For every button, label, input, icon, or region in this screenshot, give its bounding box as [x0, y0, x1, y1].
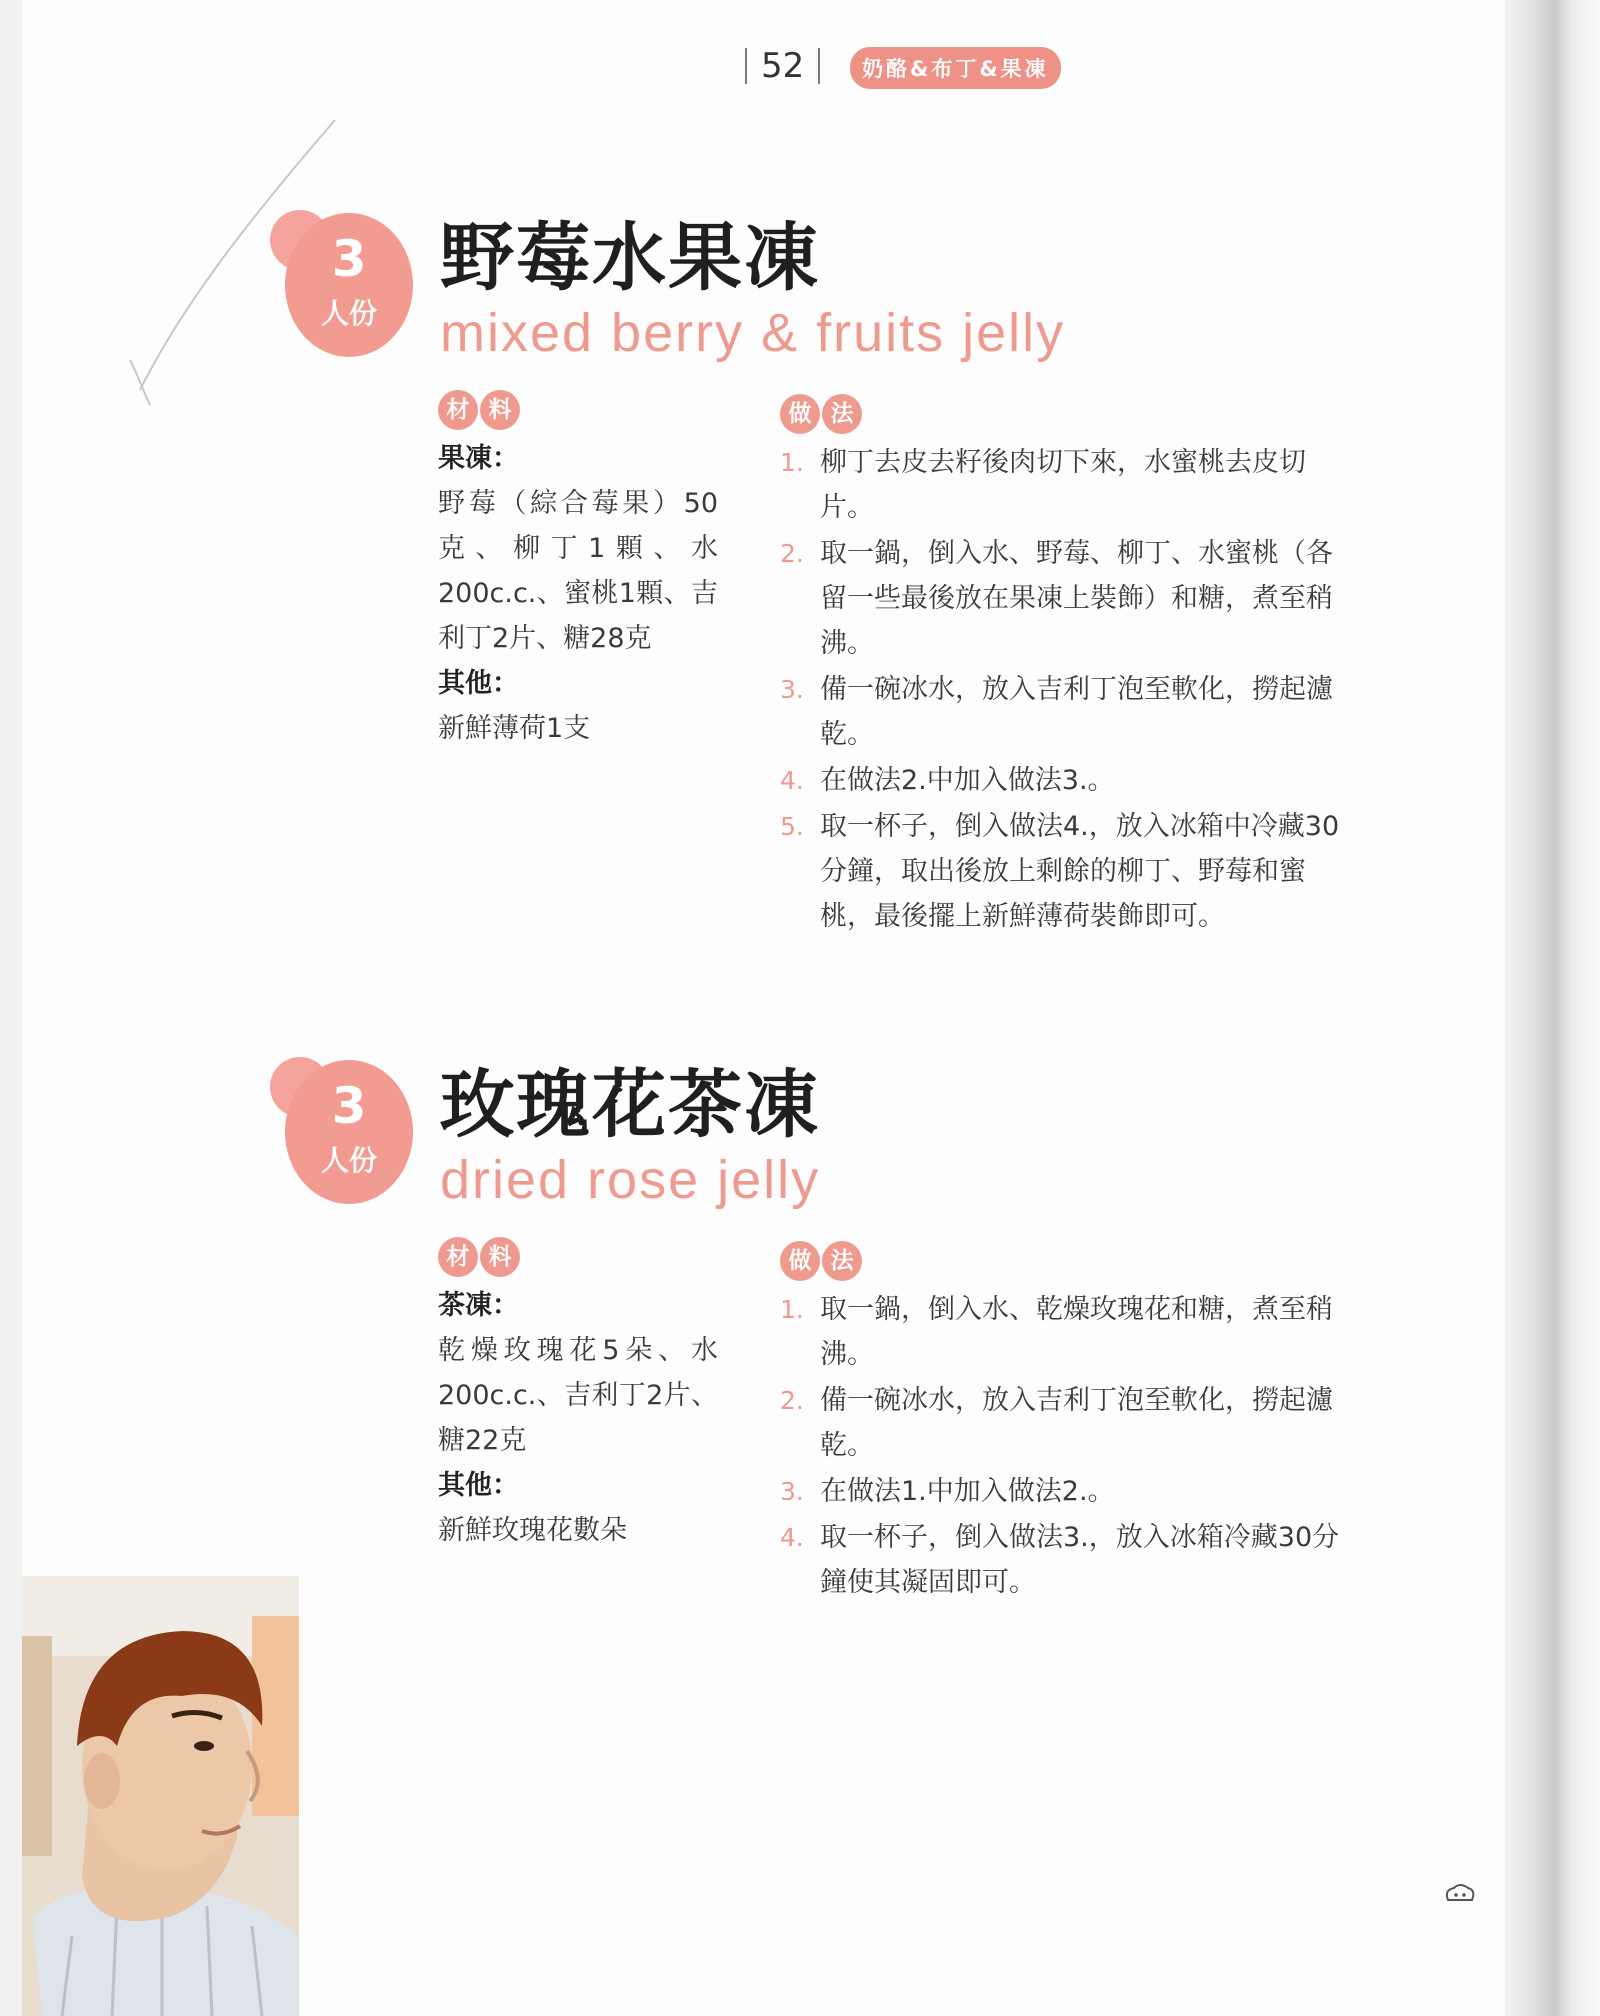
step-text: 取一鍋，倒入水、野莓、柳丁、水蜜桃（各留一些最後放在果凍上裝飾）和糖，煮至稍沸。 — [820, 538, 1333, 659]
divider — [818, 48, 820, 84]
recipe-title-zh: 玫瑰花茶凍 — [440, 1062, 820, 1148]
servings-badge — [270, 1055, 420, 1205]
ingredient-group-heading: 果凍： — [438, 443, 519, 474]
method-steps — [780, 1287, 1340, 1606]
step-text: 在做法2.中加入做法3.。 — [820, 765, 1115, 796]
recipe-title-en: dried rose jelly — [440, 1150, 821, 1210]
step-number: 2. — [780, 539, 804, 568]
method-step — [780, 1469, 1340, 1514]
page-number: 52 — [761, 46, 805, 86]
ingredients-label: 材 料 — [438, 390, 520, 430]
page-header — [745, 44, 820, 88]
step-text: 取一杯子，倒入做法4.，放入冰箱中冷藏30分鐘，取出後放上剩餘的柳丁、野莓和蜜桃，最後擺上新鮮薄荷裝飾即可。 — [820, 811, 1340, 932]
step-number: 4. — [780, 766, 804, 795]
step-number: 2. — [780, 1386, 804, 1415]
step-number: 4. — [780, 1523, 804, 1552]
ingredient-group-text: 新鮮玫瑰花數朵 — [438, 1515, 627, 1546]
step-text: 在做法1.中加入做法2.。 — [820, 1476, 1115, 1507]
chef-portrait-photo — [22, 1576, 299, 2016]
step-text: 柳丁去皮去籽後肉切下來，水蜜桃去皮切片。 — [820, 447, 1306, 523]
method-step — [780, 440, 1340, 530]
method-step — [780, 758, 1340, 803]
step-text: 取一杯子，倒入做法3.，放入冰箱冷藏30分鐘使其凝固即可。 — [820, 1522, 1340, 1598]
ingredient-group-heading: 茶凍： — [438, 1290, 519, 1321]
ingredient-group-text: 乾燥玫瑰花5朵、水200c.c.、吉利丁2片、糖22克 — [438, 1335, 718, 1456]
ingredient-group-text: 野莓（綜合莓果）50克、柳丁1顆、水200c.c.、蜜桃1顆、吉利丁2片、糖28克 — [438, 488, 718, 654]
step-text: 備一碗冰水，放入吉利丁泡至軟化，撈起濾乾。 — [820, 674, 1333, 750]
servings-number: 3 — [331, 230, 367, 288]
servings-badge — [270, 208, 420, 358]
servings-number: 3 — [331, 1077, 367, 1135]
method-step — [780, 531, 1340, 666]
method-step — [780, 1378, 1340, 1468]
step-text: 取一鍋，倒入水、乾燥玫瑰花和糖，煮至稍沸。 — [820, 1294, 1333, 1370]
step-number: 5. — [780, 812, 804, 841]
method-step — [780, 804, 1340, 939]
ingredient-group-heading: 其他： — [438, 1470, 519, 1501]
book-gutter-shadow — [1505, 0, 1600, 2016]
step-number: 3. — [780, 675, 804, 704]
step-number: 3. — [780, 1477, 804, 1506]
watermark-logo-icon — [1442, 1880, 1478, 1910]
method-steps — [780, 440, 1340, 940]
recipe-title-en: mixed berry & fruits jelly — [440, 303, 1066, 363]
ingredients-list — [438, 436, 718, 751]
step-text: 備一碗冰水，放入吉利丁泡至軟化，撈起濾乾。 — [820, 1385, 1333, 1461]
step-number: 1. — [780, 448, 804, 477]
scan-edge — [0, 0, 22, 2016]
method-label: 做 法 — [780, 394, 862, 434]
chef-portrait-illustration — [22, 1576, 299, 2016]
method-step — [780, 1515, 1340, 1605]
method-step — [780, 1287, 1340, 1377]
step-number: 1. — [780, 1295, 804, 1324]
chapter-title — [850, 48, 1061, 88]
method-step — [780, 667, 1340, 757]
servings-unit: 人份 — [320, 1144, 377, 1177]
ingredients-label: 材 料 — [438, 1237, 520, 1277]
ingredient-group-text: 新鮮薄荷1支 — [438, 713, 591, 744]
servings-unit: 人份 — [320, 297, 377, 330]
chapter-chip: 奶酪&布丁&果凍 — [850, 47, 1061, 89]
ingredients-list — [438, 1283, 718, 1553]
method-label: 做 法 — [780, 1241, 862, 1281]
ingredient-group-heading: 其他： — [438, 668, 519, 699]
recipe-title-zh: 野莓水果凍 — [440, 215, 820, 301]
